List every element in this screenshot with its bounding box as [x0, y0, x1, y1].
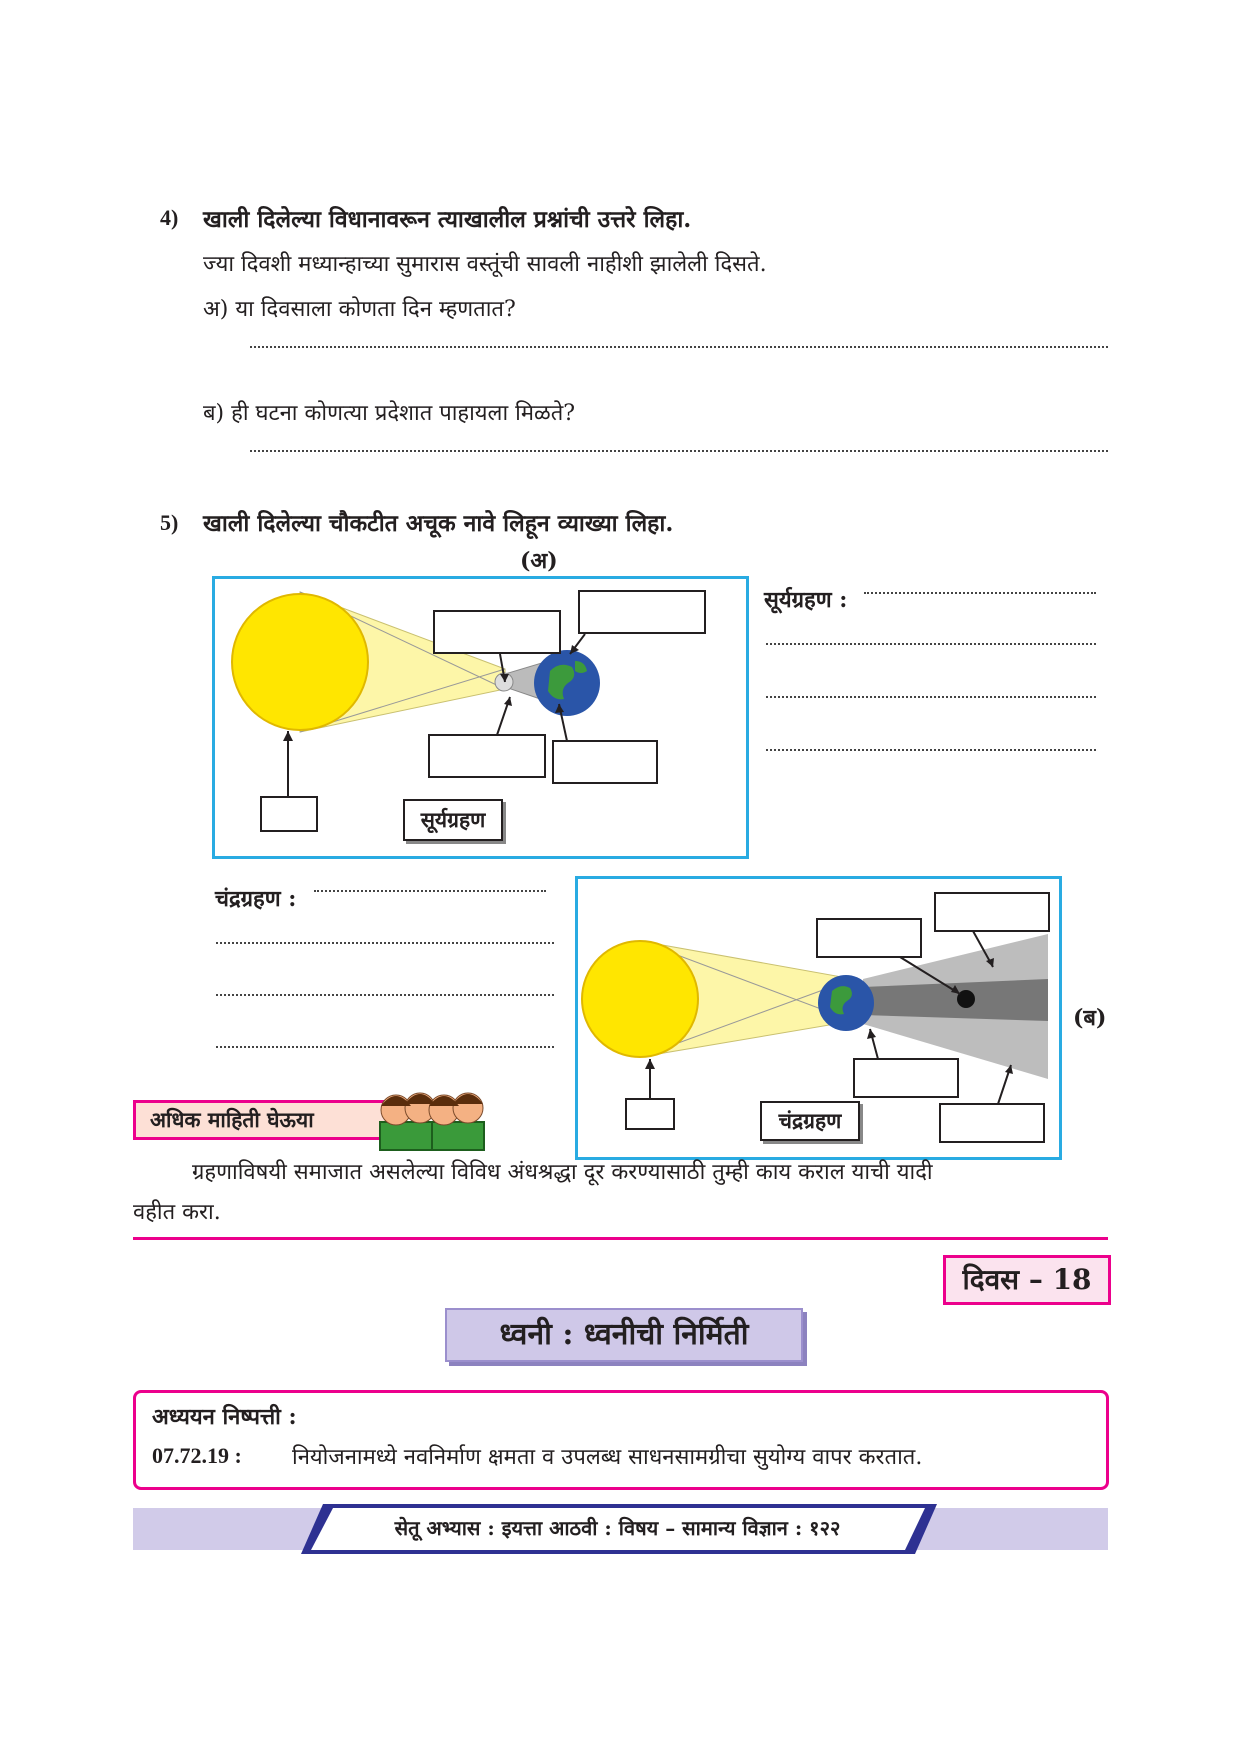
q5-number: 5): [160, 510, 179, 535]
lunar-eclipse-frame: [575, 876, 1062, 1160]
sun-icon: [582, 941, 698, 1057]
more-info-text-line2: वहीत करा.: [133, 1200, 221, 1225]
more-info-tag: अधिक माहिती घेऊया: [133, 1100, 399, 1140]
q4-part-a: अ) या दिवसाला कोणता दिन म्हणतात?: [203, 297, 516, 322]
earth-icon: [818, 975, 874, 1031]
solar-def-line-1[interactable]: [864, 592, 1096, 594]
blank-box-earth[interactable]: [579, 591, 705, 633]
lunar-eclipse-caption: चंद्रग्रहण: [760, 1101, 860, 1141]
q4-number: 4): [160, 205, 179, 230]
outcome-heading: अध्ययन निष्पत्ती :: [152, 1404, 297, 1430]
day-badge: दिवस – 18: [943, 1255, 1111, 1305]
solar-def-line-4[interactable]: [766, 749, 1096, 751]
blank-box-moon[interactable]: [817, 919, 921, 957]
more-info-text-line1: ग्रहणाविषयी समाजात असलेल्या विविध अंधश्रद्धा दूर करण्यासाठी तुम्ही काय कराल याची यादी: [192, 1160, 933, 1185]
kids-reading-icon: [372, 1080, 492, 1155]
lunar-def-line-3[interactable]: [216, 994, 554, 996]
outcome-text: नियोजनामध्ये नवनिर्माण क्षमता व उपलब्ध साधनसामग्रीचा सुयोग्य वापर करतात.: [292, 1445, 923, 1470]
sun-icon: [232, 594, 368, 730]
section-divider: [133, 1237, 1108, 1240]
blank-box-moon[interactable]: [434, 611, 560, 653]
q4-heading: खाली दिलेल्या विधानावरून त्याखालील प्रश्नांची उत्तरे लिहा.: [203, 206, 692, 233]
answer-line-b[interactable]: [250, 450, 1108, 452]
blank-box-sun[interactable]: [261, 797, 317, 831]
lunar-def-line-2[interactable]: [216, 942, 554, 944]
solar-eclipse-caption: सूर्यग्रहण: [403, 799, 503, 841]
footer-text: सेतू अभ्यास : इयत्ता आठवी : विषय – सामान्य विज्ञान : १२२: [394, 1516, 841, 1540]
outcome-code: 07.72.19 :: [152, 1443, 242, 1468]
diagram-b-label: (ब): [1073, 1005, 1107, 1031]
lunar-definition-label: चंद्रग्रहण :: [215, 886, 297, 912]
q4-part-b: ब) ही घटना कोणत्या प्रदेशात पाहायला मिळते?: [203, 401, 576, 426]
answer-line-a[interactable]: [250, 346, 1108, 348]
learning-outcome-box: [133, 1390, 1109, 1490]
solar-def-line-3[interactable]: [766, 696, 1096, 698]
solar-definition-label: सूर्यग्रहण :: [764, 587, 848, 613]
q4-statement: ज्या दिवशी मध्यान्हाच्या सुमारास वस्तूंची सावली नाहीशी झालेली दिसते.: [203, 252, 767, 277]
section-title: ध्वनी : ध्वनीची निर्मिती: [445, 1308, 803, 1362]
blank-box-penumbra[interactable]: [553, 741, 657, 783]
blank-box-sun[interactable]: [626, 1099, 674, 1129]
solar-eclipse-frame: [212, 576, 749, 859]
lunar-def-line-4[interactable]: [216, 1046, 554, 1048]
blank-box-penumbra-bottom[interactable]: [940, 1104, 1044, 1142]
q5-heading: खाली दिलेल्या चौकटीत अचूक नावे लिहून व्याख्या लिहा.: [203, 510, 674, 537]
diagram-a-label: (अ): [520, 548, 558, 574]
blank-box-penumbra-top[interactable]: [935, 893, 1049, 931]
solar-def-line-2[interactable]: [766, 643, 1096, 645]
blank-box-earth[interactable]: [854, 1059, 958, 1097]
blank-box-umbra[interactable]: [429, 735, 545, 777]
lunar-def-line-1[interactable]: [314, 890, 546, 892]
